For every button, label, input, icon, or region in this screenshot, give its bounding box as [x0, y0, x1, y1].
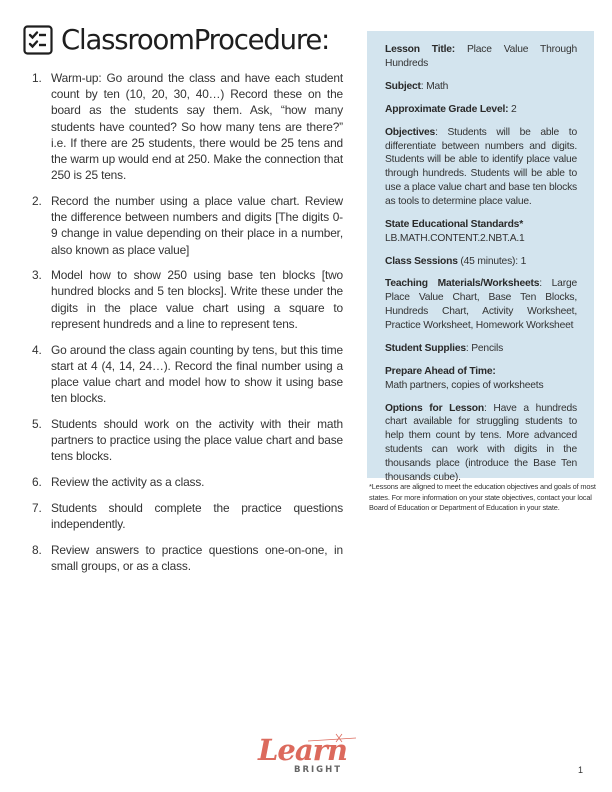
procedure-step: [33, 342, 343, 407]
field-value: : Have a hundreds chart available for struggling students to help them count by tens. More advanced students can work with digits in the thousands place (introduce the Base Ten thousands cube).: [385, 402, 578, 483]
field-value: LB.MATH.CONTENT.2.NBT.A.1: [385, 232, 525, 244]
step-number: 1.: [32, 71, 42, 85]
learn-bright-logo: [256, 733, 356, 781]
page-title: ClassroomProcedure:: [61, 24, 330, 56]
page-header: [23, 24, 329, 56]
options-field: [385, 402, 577, 485]
lesson-info-sidebar: [367, 31, 594, 483]
field-value: : Math: [420, 80, 449, 92]
field-label: Teaching Materials/Worksheets: [385, 278, 540, 290]
procedure-step: [33, 193, 343, 258]
step-text: Record the number using a place value chart. Review the difference between numbers and digits [The digits 0-9 change in value depending on their place in a number, also known as place value]: [51, 193, 343, 257]
step-number: 3.: [32, 268, 42, 283]
procedure-step: [33, 474, 343, 490]
field-label: Prepare Ahead of Time: [385, 365, 493, 377]
procedure-step: [33, 416, 343, 465]
prepare-field: Prepare Ahead of Time: Math partners, copies of worksheets: [385, 365, 544, 391]
field-label: Student Supplies: [385, 342, 466, 354]
grade-level-field: [385, 103, 577, 117]
step-text: Go around the class again counting by tens, but this time start at 4 (4, 14, 24…). Record the final number using a place value chart and model how to show it using base ten blocks.: [51, 342, 343, 406]
step-number: 2.: [32, 193, 42, 208]
field-label: Objectives: [385, 126, 436, 138]
procedure-list: [33, 70, 343, 583]
objectives-field: [385, 126, 577, 209]
logo-word: Learn: [258, 733, 347, 767]
class-sessions-field: [385, 255, 577, 269]
field-label: Class Sessions: [385, 255, 458, 267]
step-number: 5.: [32, 416, 42, 431]
step-text: Review answers to practice questions one-on-one, in small groups, or as a class.: [51, 542, 343, 573]
page-number: 1: [578, 765, 584, 775]
step-text: Review the activity as a class.: [51, 474, 205, 489]
supplies-field: [385, 342, 577, 356]
logo-subword: BRIGHT: [294, 765, 343, 775]
materials-field: [385, 277, 577, 332]
step-text: Model how to show 250 using base ten blocks [two hundred blocks and 5 ten blocks]. Write these under the digits in the place value chart using a square to represent hundreds and a line to represent tens.: [51, 268, 343, 331]
step-text: Warm-up: Go around the class and have each student count by ten (10, 20, 30, 40…) Record these on the board as the students say them. Ask, “how many students have counted? So how many tens are there?” i.e. If there are 25 students, there would be 25 tens and the warm up would end at 250. Make the connection that 250 is 25 tens.: [51, 71, 343, 183]
field-value: Math partners, copies of worksheets: [385, 379, 544, 391]
field-label: State Educational Standards*: [385, 218, 524, 230]
field-value: : Students will be able to differentiate between numbers and digits. Students will be able to identify place value through hundreds. Students will be able to use a place value chart and base ten blocks as tools to determine place value.: [385, 126, 577, 207]
procedure-step: [33, 267, 343, 332]
standards-footnote: *Lessons are aligned to meet the education objectives and goals of most states. For more information on your state objectives, contact your local Board of Education or Department of Education in your state.: [369, 482, 596, 512]
field-value: Place Value Through Hundreds: [385, 44, 577, 69]
standards-field: [385, 218, 577, 246]
step-number: 4.: [32, 342, 42, 357]
field-value: (45 minutes): 1: [457, 255, 527, 267]
subject-field: [385, 80, 577, 94]
step-text: Students should work on the activity with their math partners to practice using the place value chart and base tens blocks.: [51, 416, 343, 464]
procedure-step: [33, 500, 343, 532]
step-number: 8.: [32, 542, 42, 557]
field-value: : Pencils: [465, 342, 504, 354]
procedure-step: [33, 542, 343, 574]
field-label: Lesson Title:: [385, 44, 456, 55]
step-number: 7.: [32, 500, 42, 515]
step-number: 6.: [32, 474, 42, 489]
field-label: Subject: [385, 80, 421, 92]
field-label: Approximate Grade Level:: [385, 103, 509, 115]
step-text: Students should complete the practice questions independently.: [51, 500, 343, 531]
field-label: Options for Lesson: [385, 402, 484, 414]
lesson-title-field: [385, 43, 577, 71]
procedure-step: [33, 70, 343, 183]
checklist-icon: [23, 25, 53, 55]
field-value: 2: [508, 103, 517, 115]
field-value: : Large Place Value Chart, Base Ten Blocks, Hundreds Chart, Activity Worksheet, Practice Worksheet, Homework Worksheet: [385, 278, 577, 331]
